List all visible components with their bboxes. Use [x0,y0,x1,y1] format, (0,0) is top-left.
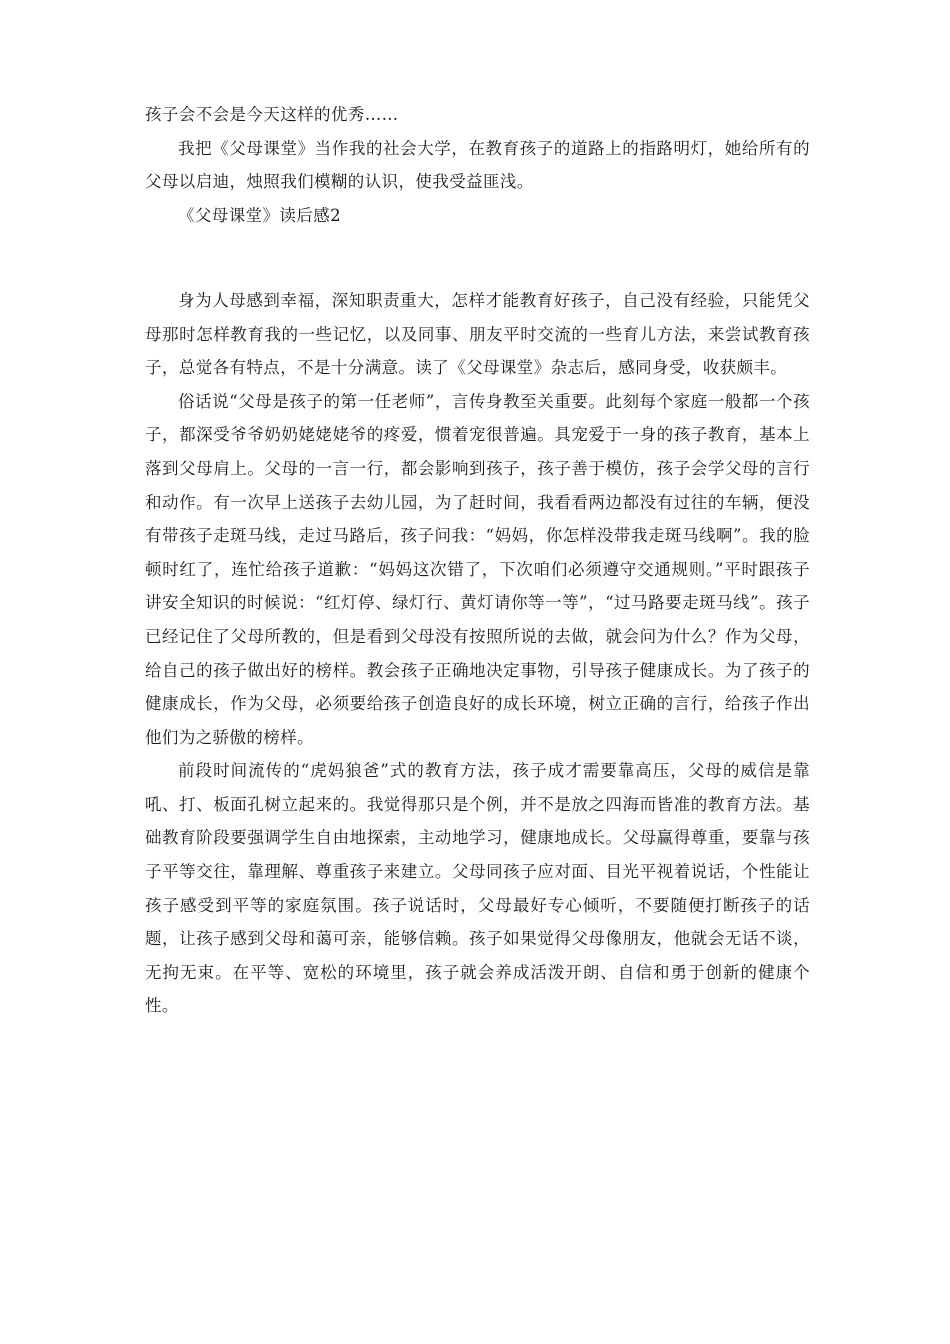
paragraph-equal-communication: 前段时间流传的“虎妈狼爸”式的教育方法，孩子成才需要靠高压，父母的威信是靠吼、打、板面孔树立起来的。我觉得那只是个例，并不是放之四海而皆准的教育方法。基础教育阶段要强调学生自由地探索，主动地学习，健康地成长。父母赢得尊重，要靠与孩子平等交往，靠理解、尊重孩子来建立。父母同孩子应对面、目光平视着说话，个性能让孩子感受到平等的家庭氛围。孩子说话时，父母最好专心倾听，不要随便打断孩子的话题，让孩子感到父母和蔼可亲，能够信赖。孩子如果觉得父母像朋友，他就会无话不谈，无拘无束。在平等、宽松的环境里，孩子就会养成活泼开朗、自信和勇于创新的健康个性。 [145,761,810,1016]
paragraph-intro: 身为人母感到幸福，深知职责重大，怎样才能教育好孩子，自己没有经验，只能凭父母那时怎样教育我的一些记忆，以及同事、朋友平时交流的一些育儿方法，来尝试教育孩子，总觉各有特点，不是十分满意。读了《父母课堂》杂志后，感同身受，收获颇丰。 [145,290,810,378]
document-body [145,98,810,1023]
paragraph-textbook-metaphor: 我把《父母课堂》当作我的社会大学，在教育孩子的道路上的指路明灯，她给所有的父母以启迪，烛照我们模糊的认识，使我受益匪浅。 [145,138,810,192]
paragraph-role-model: 俗话说“父母是孩子的第一任老师”，言传身教至关重要。此刻每个家庭一般都一个孩子，都深受爷爷奶奶姥姥姥爷的疼爱，惯着宠很普遍。具宠爱于一身的孩子教育，基本上落到父母肩上。父母的一言一行，都会影响到孩子，孩子善于模仿，孩子会学父母的言行和动作。有一次早上送孩子去幼儿园，为了赶时间，我看看两边都没有过往的车辆，便没有带孩子走斑马线，走过马路后，孩子问我：“妈妈，你怎样没带我走斑马线啊”。我的脸顿时红了，连忙给孩子道歉：“妈妈这次错了，下次咱们必须遵守交通规则。”平时跟孩子讲安全知识的时候说：“红灯停、绿灯行、黄灯请你等一等”，“过马路要走斑马线”。孩子已经记住了父母所教的，但是看到父母没有按照所说的去做，就会问为什么？作为父母，给自己的孩子做出好的榜样。教会孩子正确地决定事物，引导孩子健康成长。为了孩子的健康成长，作为父母，必须要给孩子创造良好的成长环境，树立正确的言行，给孩子作出他们为之骄傲的榜样。 [145,391,810,747]
paragraph-continuation: 孩子会不会是今天这样的优秀…… [145,105,399,124]
blank-line [145,232,810,266]
section-heading: 《父母课堂》读后感2 [178,205,341,225]
